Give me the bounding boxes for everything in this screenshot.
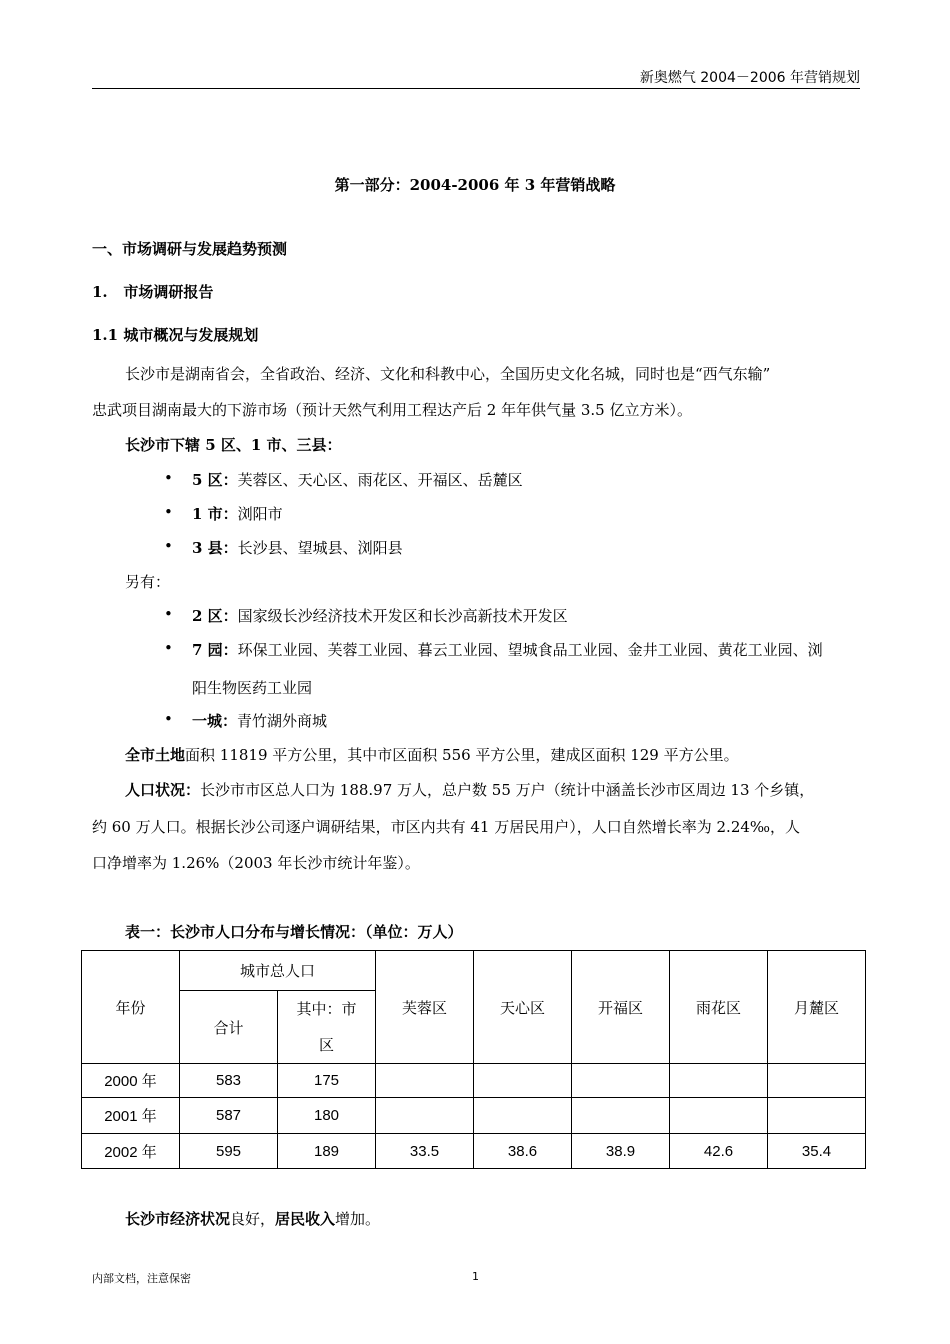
section-number: 1. [92,283,108,301]
bullet-icon: • [164,469,173,487]
list-item-text: 青竹湖外商城 [237,712,328,730]
cell-district: 38.9 [572,1134,670,1169]
part-title: 第一部分：2004-2006 年 3 年营销战略 [334,176,616,194]
economy-label: 长沙市经济状况 [125,1210,231,1228]
table-row [82,1064,866,1098]
header-district: 月麓区 [768,951,866,1064]
section-text: 市场调研报告 [123,283,214,301]
cell-year: 2000 年 [82,1064,180,1098]
section-heading-1-1 [92,281,213,302]
list-item-text: 环保工业园、芙蓉工业园、暮云工业园、望城食品工业园、金井工业园、黄花工业园、浏 [237,641,823,659]
header-district: 雨花区 [670,951,768,1064]
economy-text: 良好， [230,1210,276,1228]
header-year: 年份 [82,951,180,1064]
list-item-text: 芙蓉区、天心区、雨花区、开福区、岳麓区 [237,471,523,489]
bullet-icon: • [164,639,173,657]
economy-paragraph [125,1208,380,1229]
list-item-label: 3 县： [192,539,238,557]
cell-year: 2001 年 [82,1098,180,1134]
cell-district: 35.4 [768,1134,866,1169]
cell-district [572,1064,670,1098]
population-text: 长沙市市区总人口为 188.97 万人，总户数 55 万户（统计中涵盖长沙市区周边 13 个乡镇， [200,781,815,799]
cell-urban: 180 [278,1098,376,1134]
cell-total: 587 [180,1098,278,1134]
paragraph-line: 口净增率为 1.26%（2003 年长沙市统计年鉴）。 [92,854,420,872]
land-label: 全市土地 [125,746,186,764]
header-district: 天心区 [474,951,572,1064]
population-paragraph [125,779,814,800]
cell-district [768,1098,866,1134]
list-item-text: 国家级长沙经济技术开发区和长沙高新技术开发区 [237,607,568,625]
land-text: 面积 11819 平方公里，其中市区面积 556 平方公里，建成区面积 129 平方公里。 [185,746,739,764]
list-item-label: 5 区： [192,471,238,489]
table-row [82,1098,866,1134]
list-item-text: 长沙县、望城县、浏阳县 [237,539,403,557]
table-header-row [82,951,866,991]
paragraph-line: 忠武项目湖南最大的下游市场（预计天然气利用工程达产后 2 年年供气量 3.5 亿立方米）。 [92,401,692,419]
list-item-label: 1 市： [192,505,238,523]
table-row [82,1134,866,1169]
admin-heading: 长沙市下辖 5 区、1 市、三县： [125,436,342,454]
bullet-icon: • [164,503,173,521]
paragraph-line: 长沙市是湖南省会，全省政治、经济、文化和科教中心，全国历史文化名城，同时也是“西气东输” [125,365,771,383]
cell-district [474,1064,572,1098]
header-urban [278,991,376,1064]
cell-district [376,1064,474,1098]
page-header [92,66,860,89]
header-total-group: 城市总人口 [180,951,376,991]
paragraph-line: 约 60 万人口。根据长沙公司逐户调研结果，市区内共有 41 万居民用户），人口自然增长率为 2.24‰，人 [92,818,801,836]
bullet-icon: • [164,605,173,623]
list-item-label: 一城： [192,712,238,730]
header-district: 开福区 [572,951,670,1064]
footer-confidential: 内部文档，注意保密 [92,1272,191,1285]
cell-district [572,1098,670,1134]
list-item [164,537,403,558]
header-title: 新奥燃气 2004－2006 年营销规划 [639,70,860,86]
income-text: 增加。 [335,1210,381,1228]
list-item [164,605,568,626]
also-label: 另有： [125,573,171,591]
list-item-text: 浏阳市 [237,505,283,523]
cell-district: 33.5 [376,1134,474,1169]
cell-urban: 175 [278,1064,376,1098]
list-item-label: 7 园： [192,641,238,659]
list-item [164,639,823,660]
cell-district [376,1098,474,1134]
bullet-icon: • [164,710,173,728]
list-item-continuation: 阳生物医药工业园 [192,679,313,697]
population-label: 人口状况： [125,781,201,799]
list-item-label: 2 区： [192,607,238,625]
header-urban-line: 其中：市 [296,1000,357,1018]
list-item [164,503,283,524]
land-paragraph [125,744,739,765]
cell-total: 583 [180,1064,278,1098]
header-total: 合计 [180,991,278,1064]
cell-district [474,1098,572,1134]
table-caption: 表一：长沙市人口分布与增长情况：（单位：万人） [125,923,463,941]
bullet-icon: • [164,537,173,555]
section-heading-1: 一、市场调研与发展趋势预测 [92,240,288,258]
list-item [164,469,523,490]
population-table [81,950,866,1169]
cell-district [670,1064,768,1098]
header-urban-line: 区 [318,1036,334,1054]
cell-year: 2002 年 [82,1134,180,1169]
cell-total: 595 [180,1134,278,1169]
cell-district [768,1064,866,1098]
section-heading-1-1-1: 1.1 城市概况与发展规划 [92,326,259,344]
header-district: 芙蓉区 [376,951,474,1064]
income-label: 居民收入 [275,1210,336,1228]
list-item [164,710,328,731]
cell-district: 38.6 [474,1134,572,1169]
cell-urban: 189 [278,1134,376,1169]
cell-district: 42.6 [670,1134,768,1169]
page-number: 1 [472,1270,479,1283]
cell-district [670,1098,768,1134]
